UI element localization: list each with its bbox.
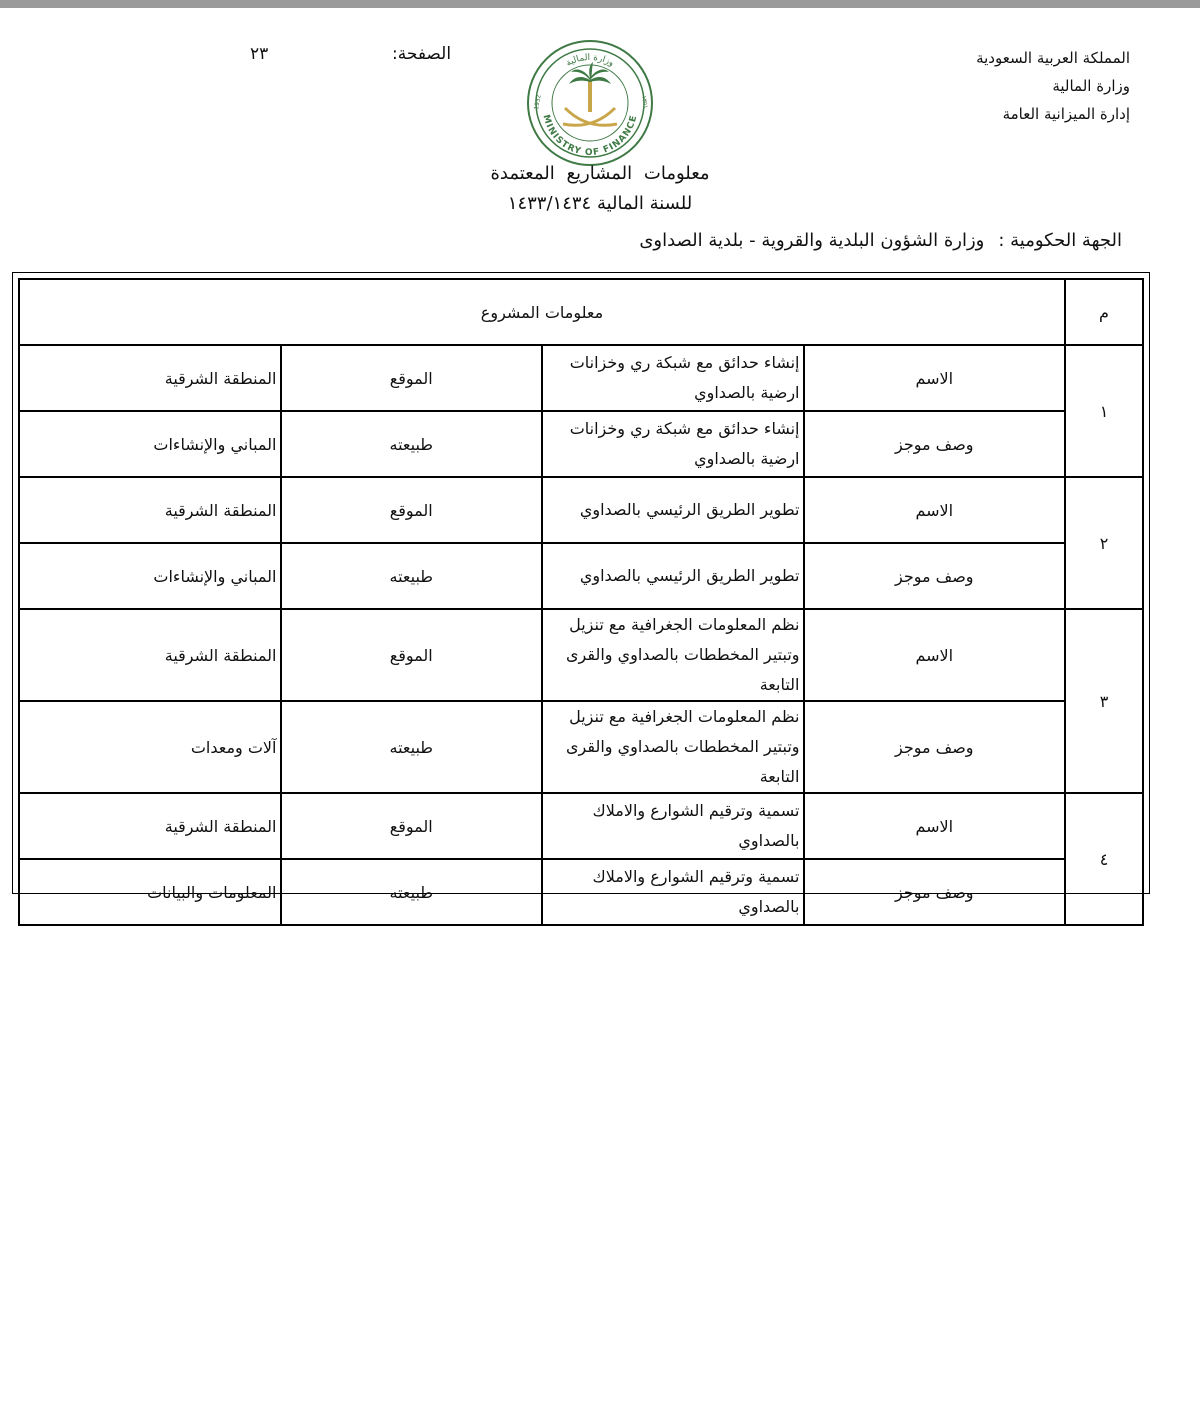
project-description: تطوير الطريق الرئيسي بالصداوي: [542, 543, 804, 609]
project-type: المباني والإنشاءات: [19, 411, 281, 477]
type-label: طبيعته: [281, 543, 543, 609]
location-label: الموقع: [281, 477, 543, 543]
table-row: [19, 793, 1143, 859]
project-location: المنطقة الشرقية: [19, 477, 281, 543]
org-line-kingdom: المملكة العربية السعودية: [976, 49, 1130, 67]
gov-value: وزارة الشؤون البلدية والقروية - بلدية الصداوى: [639, 230, 985, 251]
org-line-department: إدارة الميزانية العامة: [1002, 105, 1130, 123]
org-line-ministry: وزارة المالية: [1052, 77, 1130, 95]
org-header: [870, 44, 1130, 128]
project-description: نظم المعلومات الجغرافية مع تنزيل وتبتير المخططات بالصداوي والقرى التابعة: [542, 701, 804, 793]
header-project-info: معلومات المشروع: [19, 279, 1065, 345]
location-label: الموقع: [281, 609, 543, 701]
description-label: وصف موجز: [804, 701, 1066, 793]
seal-year-left: 1932: [533, 94, 543, 111]
name-label: الاسم: [804, 477, 1066, 543]
project-name: تسمية وترقيم الشوارع والاملاك بالصداوي: [542, 793, 804, 859]
project-name: نظم المعلومات الجغرافية مع تنزيل وتبتير المخططات بالصداوي والقرى التابعة: [542, 609, 804, 701]
location-label: الموقع: [281, 345, 543, 411]
project-description: تسمية وترقيم الشوارع والاملاك بالصداوي: [542, 859, 804, 925]
table-row: [19, 701, 1143, 793]
type-label: طبيعته: [281, 411, 543, 477]
location-label: الموقع: [281, 793, 543, 859]
row-number: ٤: [1065, 793, 1143, 925]
name-label: الاسم: [804, 793, 1066, 859]
project-type: المباني والإنشاءات: [19, 543, 281, 609]
project-type: المعلومات والبيانات: [19, 859, 281, 925]
seal-text-ar: وزارة المالية: [564, 52, 616, 69]
gov-label: الجهة الحكومية :: [998, 230, 1122, 251]
ministry-seal-logo: [525, 38, 655, 168]
seal-year-right: ١٣٥١: [640, 95, 650, 110]
project-location: المنطقة الشرقية: [19, 345, 281, 411]
page-number: ٢٣: [250, 44, 269, 64]
description-label: وصف موجز: [804, 859, 1066, 925]
project-location: المنطقة الشرقية: [19, 609, 281, 701]
description-label: وصف موجز: [804, 411, 1066, 477]
description-label: وصف موجز: [804, 543, 1066, 609]
table-row: [19, 345, 1143, 411]
row-number: ١: [1065, 345, 1143, 477]
projects-table: [18, 278, 1144, 926]
row-number: ٢: [1065, 477, 1143, 609]
table-row: [19, 543, 1143, 609]
page-label: الصفحة:: [392, 44, 452, 64]
fiscal-year: للسنة المالية ١٤٣٣/١٤٣٤: [507, 193, 693, 214]
project-description: إنشاء حدائق مع شبكة ري وخزانات ارضية بالصداوي: [542, 411, 804, 477]
header-m: م: [1065, 279, 1143, 345]
project-type: آلات ومعدات: [19, 701, 281, 793]
table-row: [19, 477, 1143, 543]
project-name: إنشاء حدائق مع شبكة ري وخزانات ارضية بالصداوي: [542, 345, 804, 411]
document-title: معلومات المشاريع المعتمدة: [490, 163, 710, 184]
project-location: المنطقة الشرقية: [19, 793, 281, 859]
row-number: ٣: [1065, 609, 1143, 793]
table-header-row: [19, 279, 1143, 345]
type-label: طبيعته: [281, 859, 543, 925]
table-row: [19, 411, 1143, 477]
table-row: [19, 859, 1143, 925]
name-label: الاسم: [804, 609, 1066, 701]
table-row: [19, 609, 1143, 701]
type-label: طبيعته: [281, 701, 543, 793]
top-edge: [0, 0, 1200, 8]
name-label: الاسم: [804, 345, 1066, 411]
project-name: تطوير الطريق الرئيسي بالصداوي: [542, 477, 804, 543]
seal-text-en: MINISTRY OF FINANCE: [540, 113, 640, 159]
government-entity: [639, 230, 1122, 251]
